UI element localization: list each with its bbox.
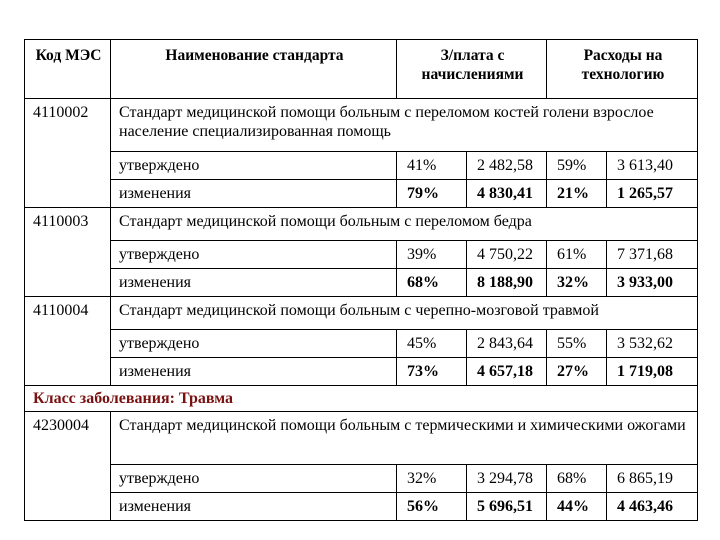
salary-value: 2 482,58 <box>467 152 547 180</box>
salary-value: 8 188,90 <box>467 269 547 297</box>
salary-value: 4 657,18 <box>467 358 547 386</box>
changes-row <box>25 358 698 386</box>
header-name: Наименование стандарта <box>111 40 397 99</box>
disease-class <box>25 386 698 412</box>
standard-code: 4230004 <box>25 412 111 521</box>
salary-value: 2 843,64 <box>467 330 547 358</box>
tech-percent: 61% <box>547 241 607 269</box>
tech-percent: 27% <box>547 358 607 386</box>
standard-title: Стандарт медицинской помощи больным с переломом костей голени взрослое население специализированная помощь <box>111 99 698 152</box>
salary-value: 3 294,78 <box>467 465 547 493</box>
tech-value: 1 265,57 <box>607 180 698 208</box>
approved-row <box>25 241 698 269</box>
header-code: Код МЭС <box>25 40 111 99</box>
tech-percent: 55% <box>547 330 607 358</box>
changes-label: изменения <box>111 180 397 208</box>
standard-title: Стандарт медицинской помощи больным с термическими и химическими ожогами <box>111 412 698 465</box>
standard-title-row <box>25 208 698 241</box>
standard-title: Стандарт медицинской помощи больным с переломом бедра <box>111 208 698 241</box>
tech-percent: 59% <box>547 152 607 180</box>
approved-label: утверждено <box>111 330 397 358</box>
approved-row <box>25 330 698 358</box>
salary-value: 5 696,51 <box>467 493 547 521</box>
tech-percent: 44% <box>547 493 607 521</box>
approved-label: утверждено <box>111 465 397 493</box>
salary-percent: 68% <box>397 269 467 297</box>
salary-percent: 32% <box>397 465 467 493</box>
standard-code: 4110004 <box>25 297 111 386</box>
tech-percent: 32% <box>547 269 607 297</box>
salary-value: 4 750,22 <box>467 241 547 269</box>
standard-title: Стандарт медицинской помощи больным с черепно-мозговой травмой <box>111 297 698 330</box>
salary-percent: 56% <box>397 493 467 521</box>
changes-row <box>25 493 698 521</box>
approved-row <box>25 465 698 493</box>
salary-percent: 39% <box>397 241 467 269</box>
changes-label: изменения <box>111 493 397 521</box>
tech-value: 3 933,00 <box>607 269 698 297</box>
standards-table <box>24 39 698 521</box>
tech-value: 7 371,68 <box>607 241 698 269</box>
header-salary: З/плата с начислениями <box>397 40 547 99</box>
salary-percent: 73% <box>397 358 467 386</box>
header-row <box>25 40 698 99</box>
tech-value: 4 463,46 <box>607 493 698 521</box>
approved-label: утверждено <box>111 241 397 269</box>
changes-label: изменения <box>111 269 397 297</box>
salary-percent: 79% <box>397 180 467 208</box>
standard-title-row <box>25 99 698 152</box>
salary-percent: 45% <box>397 330 467 358</box>
header-tech: Расходы на технологию <box>547 40 698 99</box>
approved-label: утверждено <box>111 152 397 180</box>
tech-value: 3 613,40 <box>607 152 698 180</box>
tech-value: 6 865,19 <box>607 465 698 493</box>
changes-row <box>25 180 698 208</box>
disease-class-row <box>25 386 698 412</box>
standard-title-row <box>25 412 698 465</box>
changes-label: изменения <box>111 358 397 386</box>
tech-value: 1 719,08 <box>607 358 698 386</box>
changes-row <box>25 269 698 297</box>
tech-percent: 21% <box>547 180 607 208</box>
tech-value: 3 532,62 <box>607 330 698 358</box>
standard-title-row <box>25 297 698 330</box>
salary-value: 4 830,41 <box>467 180 547 208</box>
salary-percent: 41% <box>397 152 467 180</box>
standard-code: 4110003 <box>25 208 111 297</box>
tech-percent: 68% <box>547 465 607 493</box>
approved-row <box>25 152 698 180</box>
disease-class-label: Класс заболевания: Травма <box>33 390 234 407</box>
standard-code: 4110002 <box>25 99 111 208</box>
